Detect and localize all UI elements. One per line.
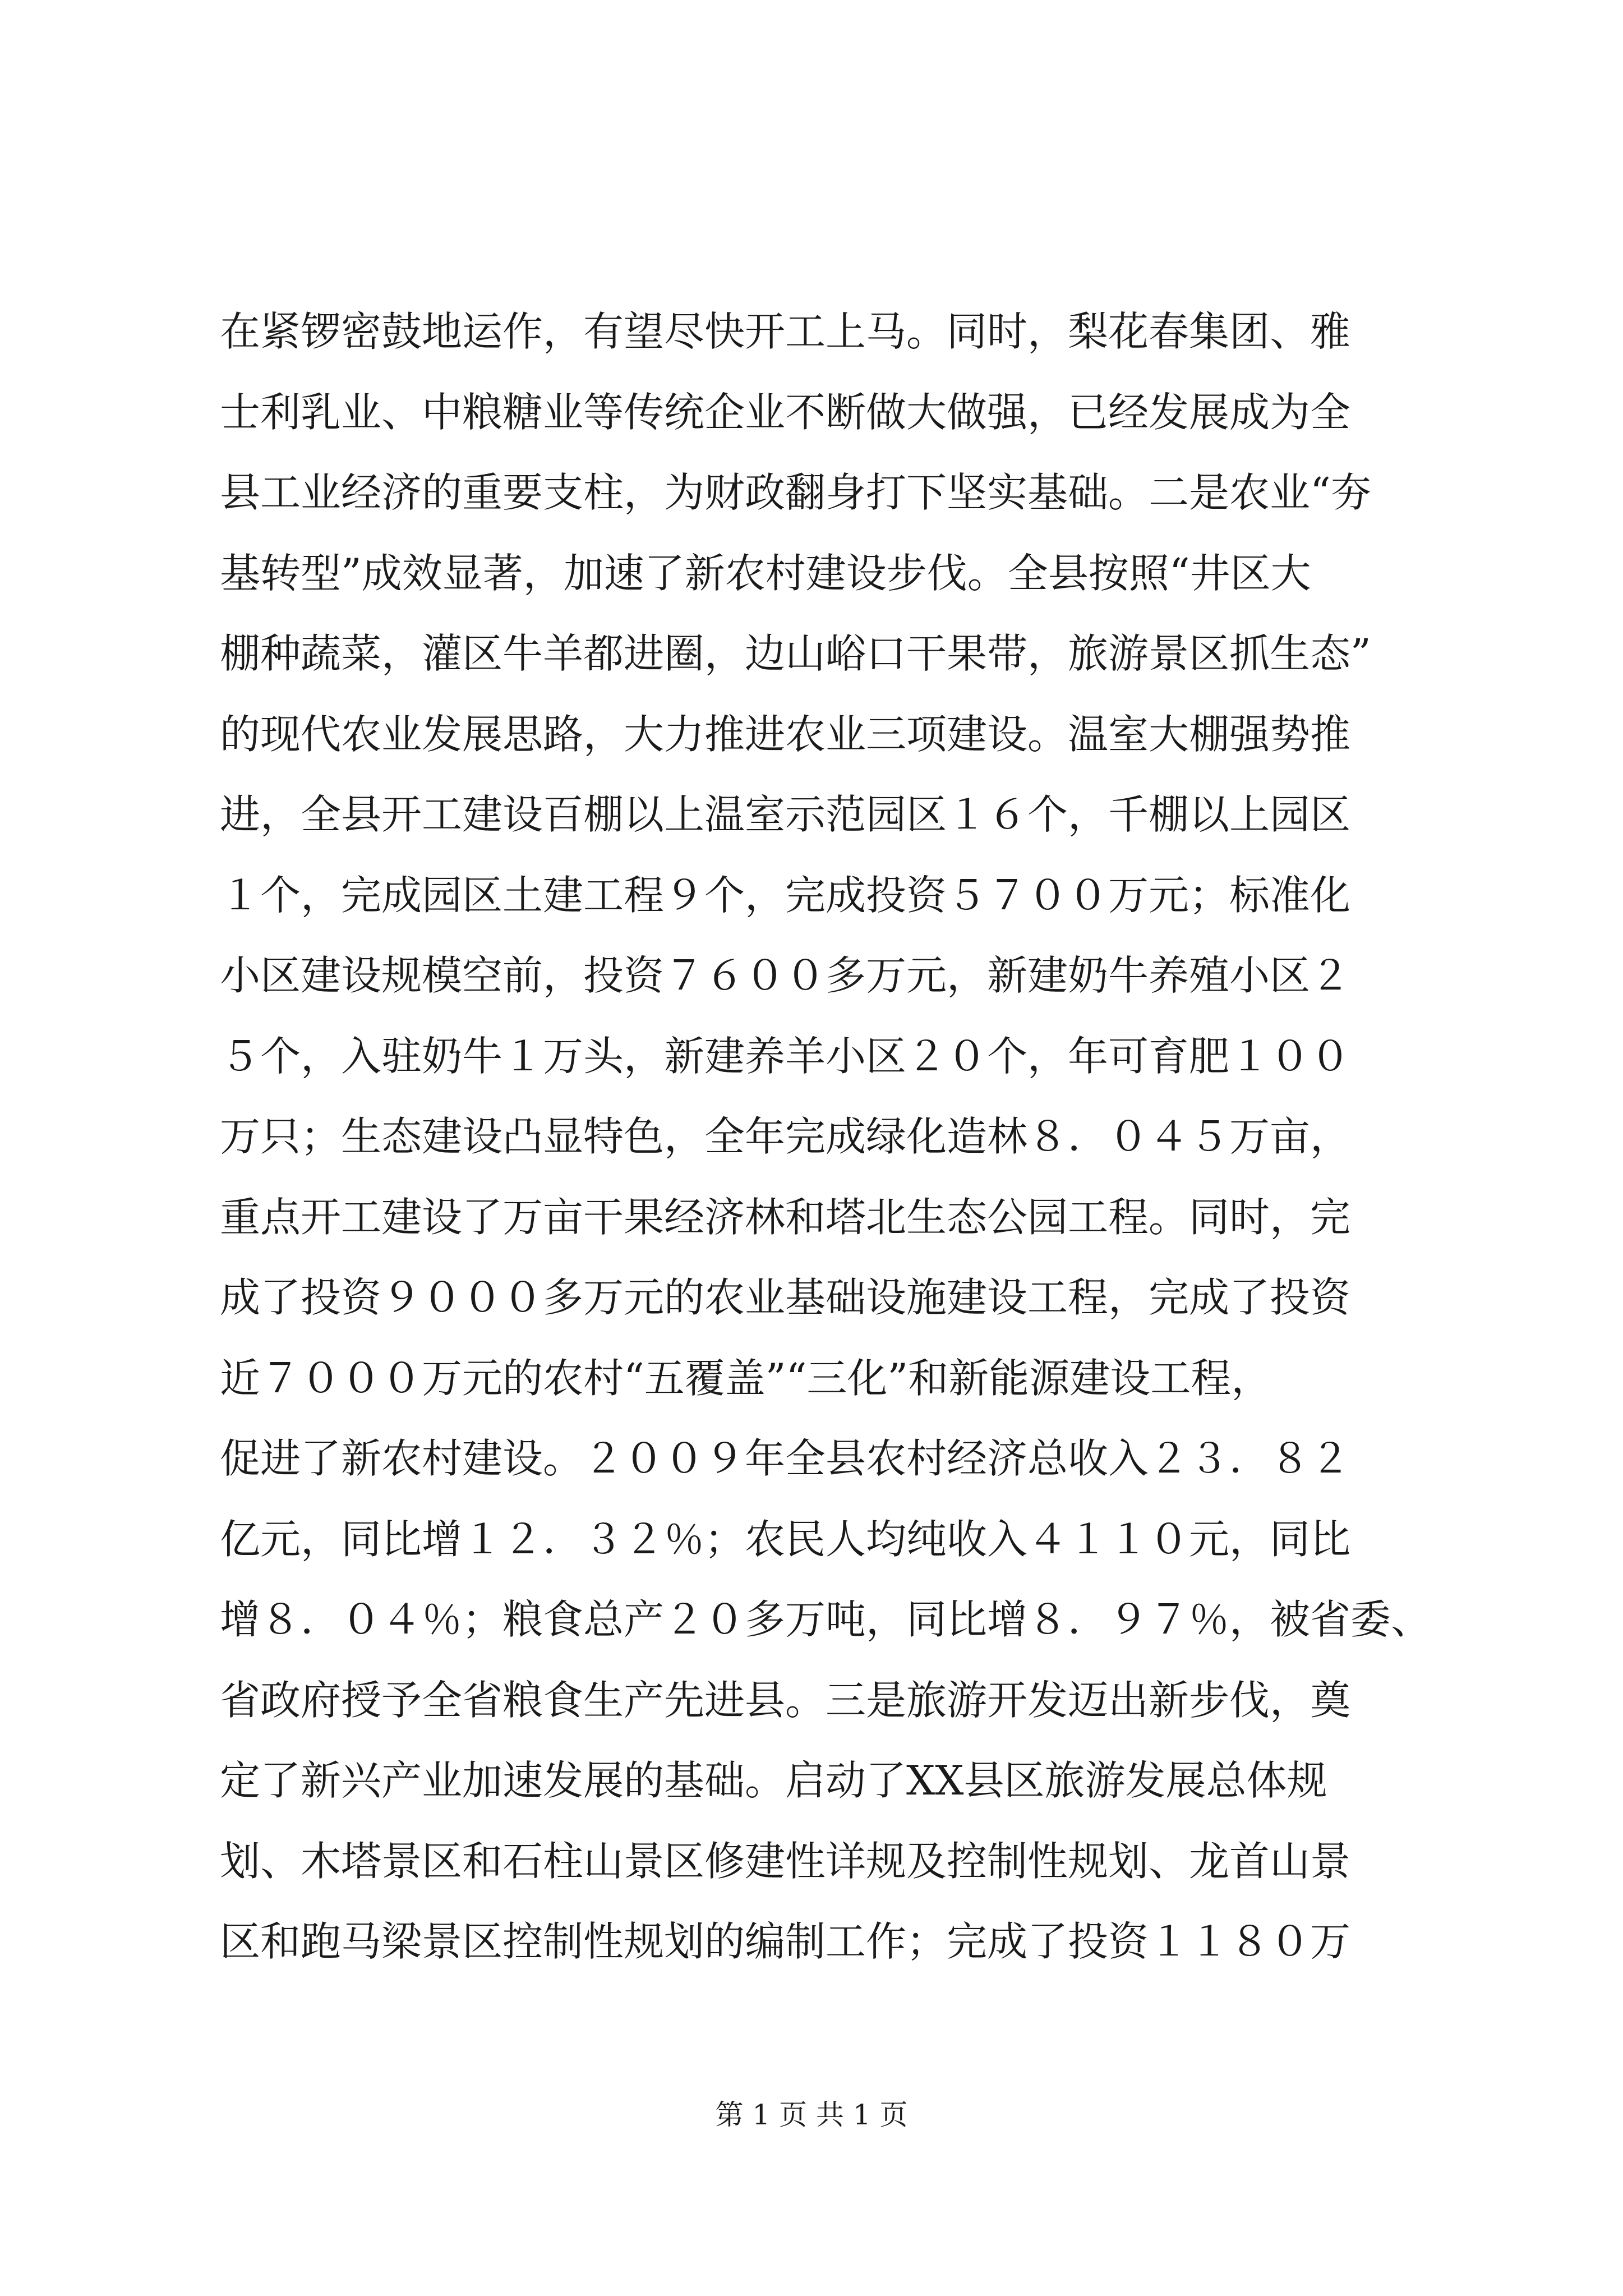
- text-line: 棚种蔬菜，灌区牛羊都进圈，边山峪口干果带，旅游景区抓生态”: [220, 630, 1371, 677]
- text-line: 划、木塔景区和石柱山景区修建性详规及控制性规划、龙首山景: [220, 1837, 1351, 1885]
- text-line: 增８．０４％；粮食总产２０多万吨，同比增８．９７％，被省委、: [220, 1596, 1432, 1643]
- text-line: 进，全县开工建设百棚以上温室示范园区１６个，千棚以上园区: [220, 791, 1351, 838]
- text-line: 基转型”成效显著，加速了新农村建设步伐。全县按照“井区大: [220, 549, 1311, 597]
- text-line: 士利乳业、中粮糖业等传统企业不断做大做强，已经发展成为全: [220, 388, 1351, 436]
- text-line: 万只；生态建设凸显特色，全年完成绿化造林８．０４５万亩，: [220, 1113, 1351, 1160]
- body-text: [220, 292, 1437, 1982]
- text-line: 定了新兴产业加速发展的基础。启动了XX县区旅游发展总体规: [220, 1757, 1327, 1804]
- text-line: 促进了新农村建设。２００９年全县农村经济总收入２３．８２: [220, 1435, 1351, 1482]
- text-line: 小区建设规模空前，投资７６００多万元，新建奶牛养殖小区２: [220, 952, 1351, 999]
- text-line: 省政府授予全省粮食生产先进县。三是旅游开发迈出新步伐，奠: [220, 1676, 1351, 1724]
- text-line: ５个，入驻奶牛１万头，新建养羊小区２０个，年可育肥１００: [220, 1032, 1351, 1080]
- page-number-footer: 第 1 页 共 1 页: [715, 2099, 908, 2131]
- text-line: 近７０００万元的农村“五覆盖”“三化”和新能源建设工程，: [220, 1354, 1272, 1402]
- text-line: 在紧锣密鼓地运作，有望尽快开工上马。同时，梨花春集团、雅: [220, 308, 1351, 355]
- text-line: 亿元，同比增１２．３２％；农民人均纯收入４１１０元，同比: [220, 1515, 1351, 1563]
- text-line: １个，完成园区土建工程９个，完成投资５７００万元；标准化: [220, 871, 1351, 919]
- text-line: 重点开工建设了万亩干果经济林和塔北生态公园工程。同时，完: [220, 1193, 1351, 1241]
- text-line: 成了投资９０００多万元的农业基础设施建设工程，完成了投资: [220, 1274, 1351, 1321]
- text-line: 区和跑马梁景区控制性规划的编制工作；完成了投资１１８０万: [220, 1918, 1351, 1965]
- text-line: 的现代农业发展思路，大力推进农业三项建设。温室大棚强势推: [220, 710, 1351, 758]
- text-line: 县工业经济的重要支柱，为财政翻身打下坚实基础。二是农业“夯: [220, 469, 1371, 516]
